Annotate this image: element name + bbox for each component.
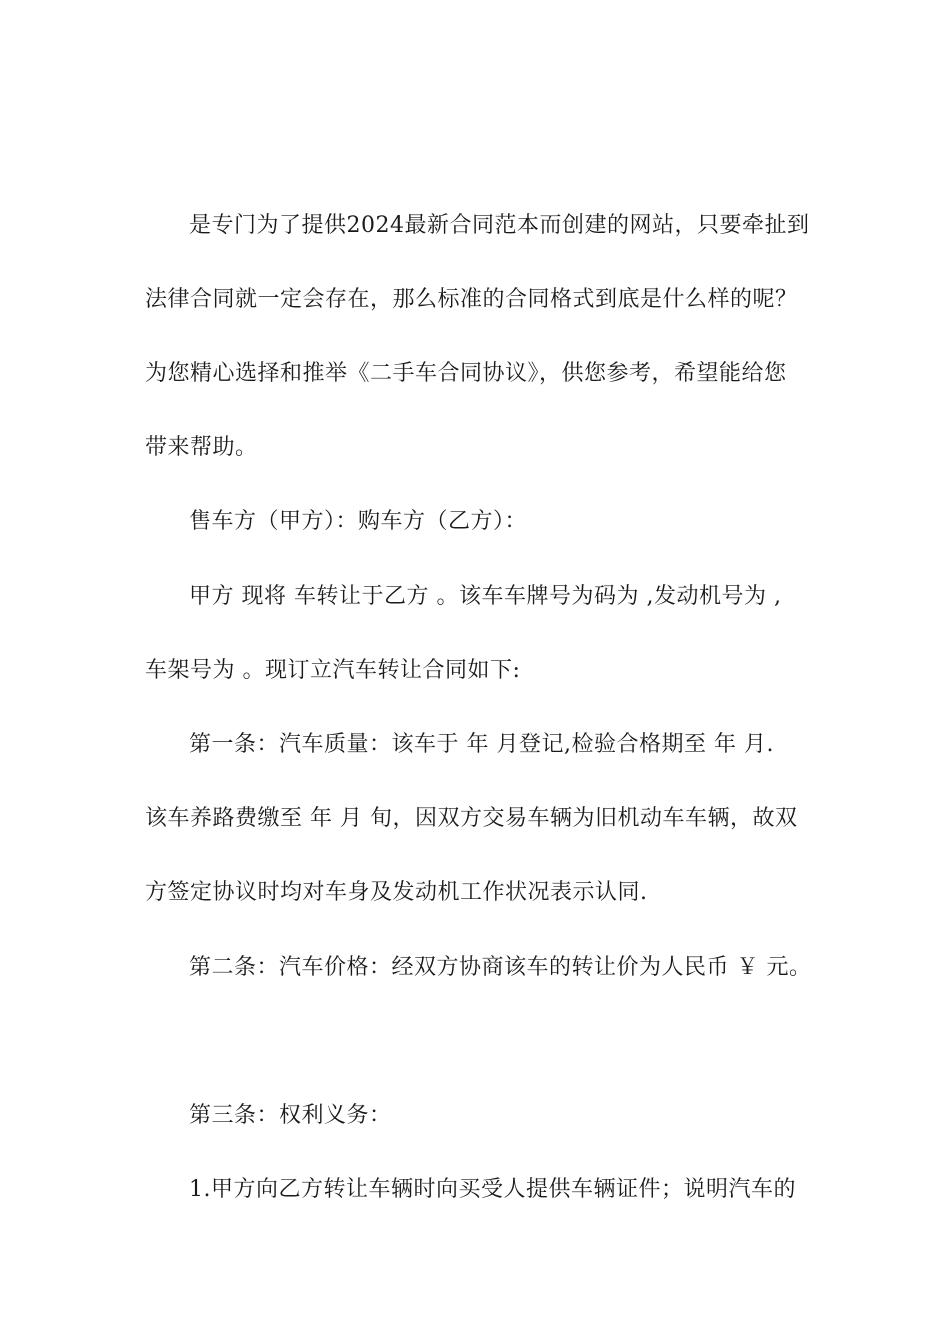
article-1-line-3: 方签定协议时均对车身及发动机工作状况表示认同.	[145, 880, 648, 905]
article-3-heading: 第三条：权利义务：	[189, 1103, 392, 1128]
parties-line: 售车方（甲方）：购车方（乙方）：	[189, 509, 528, 534]
transfer-line-2: 车架号为 。现订立汽车转让合同如下:	[145, 658, 521, 683]
article-1-line-1: 第一条：汽车质量：该车于 年 月登记,检验合格期至 年 月.	[189, 732, 774, 757]
article-1-line-2: 该车养路费缴至 年 月 旬，因双方交易车辆为旧机动车车辆，故双	[145, 806, 798, 831]
intro-line-2: 法律合同就一定会存在，那么标准的合同格式到底是什么样的呢？	[145, 287, 798, 312]
article-2-line: 第二条：汽车价格：经双方协商该车的转让价为人民币 ￥ 元。	[189, 955, 812, 980]
intro-line-1: 是专门为了提供2024最新合同范本而创建的网站，只要牵扯到	[189, 213, 810, 238]
transfer-line-1: 甲方 现将 车转让于乙方 。该车车牌号为码为 ,发动机号为 ,	[189, 584, 782, 609]
article-3-item-1: 1.甲方向乙方转让车辆时向买受人提供车辆证件；说明汽车的	[189, 1177, 796, 1202]
intro-line-4: 带来帮助。	[145, 435, 258, 460]
intro-line-3: 为您精心选择和推举《二手车合同协议》，供您参考，希望能给您	[145, 361, 787, 386]
